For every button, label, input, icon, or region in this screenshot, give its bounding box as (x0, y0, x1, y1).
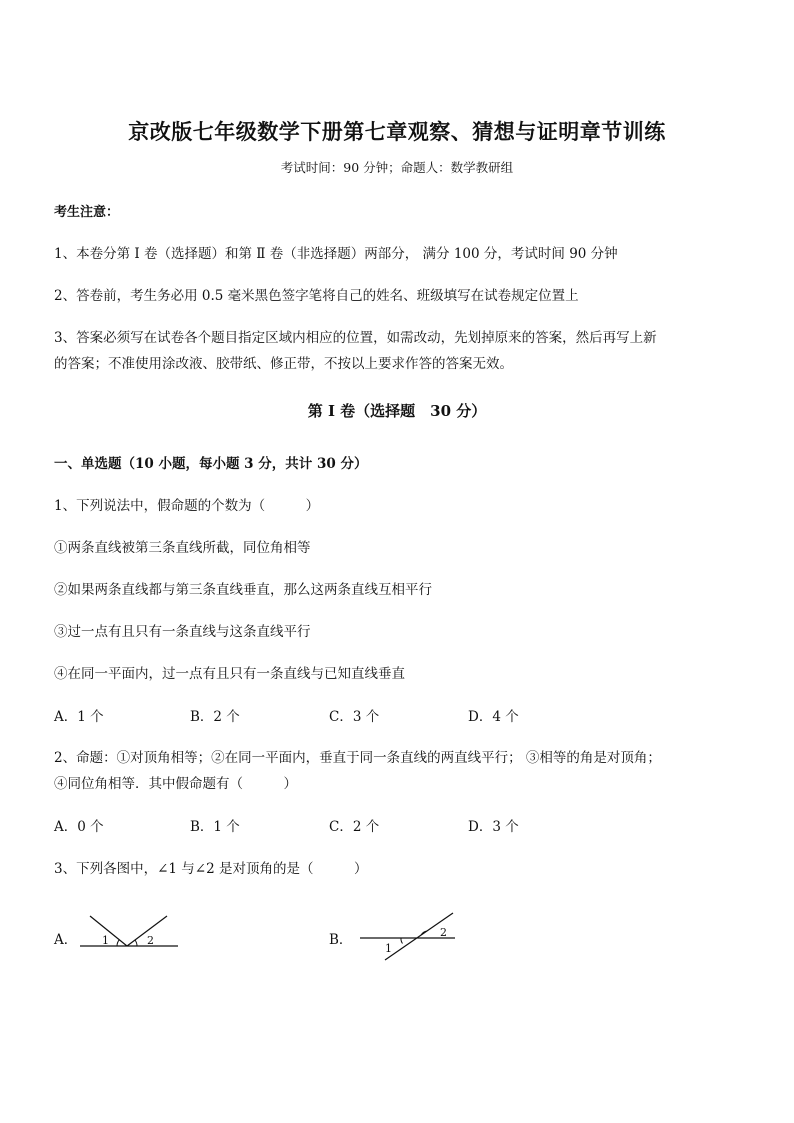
page-title: 京改版七年级数学下册第七章观察、猜想与证明章节训练 (128, 119, 666, 144)
figure-a-angle-2-arc (135, 940, 137, 946)
exam-info: 考试时间：90 分钟；命题人：数学教研组 (280, 160, 514, 175)
notice-item-2: 2、答卷前，考生务必用 0.5 毫米黑色签字笔将自己的姓名、班级填写在试卷规定位置上 (54, 288, 579, 304)
q2-stem-line-1: 2、命题：①对顶角相等；②在同一平面内，垂直于同一条直线的两直线平行； ③相等的角是对顶角； (54, 750, 661, 766)
figure-b-angle-2-label: 2 (440, 926, 447, 939)
figure-b-angle-1-label: 1 (385, 942, 392, 955)
figure-a-angle-1-label: 1 (102, 934, 109, 947)
part-heading: 一、单选题（10 小题，每小题 3 分，共计 30 分） (54, 456, 368, 472)
q1-statement-2: ②如果两条直线都与第三条直线垂直，那么这两条直线互相平行 (54, 582, 432, 598)
q1-statement-3: ③过一点有且只有一条直线与这条直线平行 (54, 624, 311, 640)
q1-stem: 1、下列说法中，假命题的个数为（ ） (54, 498, 320, 514)
notice-item-1: 1、本卷分第 Ⅰ 卷（选择题）和第 Ⅱ 卷（非选择题）两部分， 满分 100 分，考试时间 90 分钟 (54, 246, 618, 262)
notice-item-3-cont: 的答案；不准使用涂改液、胶带纸、修正带，不按以上要求作答的答案无效。 (54, 356, 513, 372)
q2-option-d[interactable]: D．3 个 (468, 819, 519, 835)
q2-stem-line-2: ④同位角相等．其中假命题有（ ） (54, 776, 297, 792)
q3-option-b-label[interactable]: B． (329, 932, 353, 948)
q3-stem: 3、下列各图中，∠1 与∠2 是对顶角的是（ ） (54, 861, 368, 877)
q1-option-b[interactable]: B．2 个 (190, 709, 240, 725)
q1-option-a[interactable]: A．1 个 (54, 709, 104, 725)
q2-option-b[interactable]: B．1 个 (190, 819, 240, 835)
q3-figure-a (80, 910, 185, 955)
figure-b-angle-1-arc (401, 938, 403, 944)
q1-option-c[interactable]: C．3 个 (329, 709, 380, 725)
q2-option-c[interactable]: C．2 个 (329, 819, 380, 835)
figure-a-angle-1-arc (117, 940, 120, 947)
notice-item-3: 3、答案必须写在试卷各个题目指定区域内相应的位置，如需改动，先划掉原来的答案，然后再写上新 (54, 330, 657, 346)
figure-a-angle-2-label: 2 (147, 934, 154, 947)
q1-statement-1: ①两条直线被第三条直线所截，同位角相等 (54, 540, 311, 556)
q2-option-a[interactable]: A．0 个 (54, 819, 104, 835)
section-title: 第 Ⅰ 卷（选择题 30 分） (307, 402, 487, 420)
q3-option-a-label[interactable]: A． (54, 932, 78, 948)
q1-option-d[interactable]: D．4 个 (468, 709, 519, 725)
q3-figure-b (355, 908, 465, 964)
q1-statement-4: ④在同一平面内，过一点有且只有一条直线与已知直线垂直 (54, 666, 405, 682)
notice-heading: 考生注意： (54, 205, 120, 220)
